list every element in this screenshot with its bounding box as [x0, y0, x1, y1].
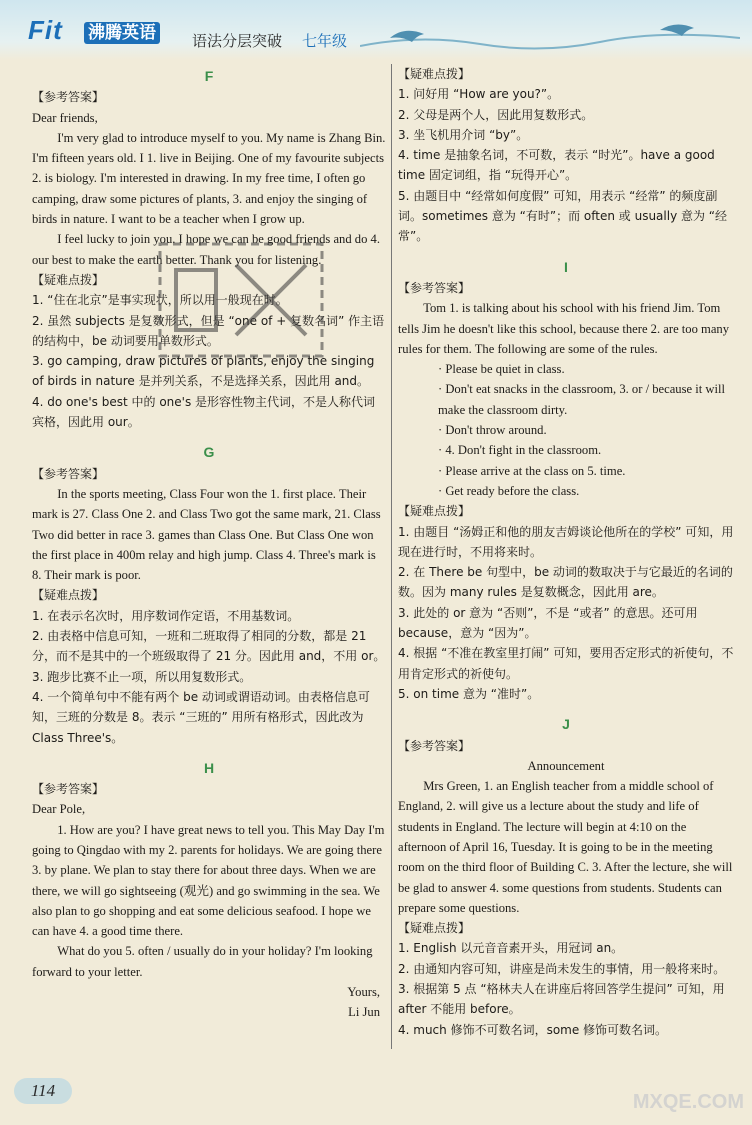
point-item: 1. 问好用 “How are you?”。	[398, 87, 560, 102]
dolphin-wave-icon	[360, 16, 740, 56]
series-title: 语法分层突破	[192, 32, 283, 50]
right-column	[398, 64, 734, 1040]
answer-tag: 【参考答案】	[398, 738, 471, 753]
answer-tag: 【参考答案】	[398, 280, 471, 295]
point-item: 4. do one's best 中的 one's 是形容性物主代词，不是人称代词宾格，因此用 our。	[32, 394, 376, 430]
point-item: 1. 在表示名次时，用序数词作定语，不用基数词。	[32, 608, 300, 623]
letter-paragraph: 1. How are you? I have great news to tell you. This May Day I'm going to Qingdao with my 2. parents for holidays. We are going there 3. by plane. We plan to stay there for about three days. When we are there, we will go sightseeing (观光) and go swimming in the sea. We also plan to go shopping and eat some delicious seafood. I hope we can have 4. a good time there.	[32, 822, 385, 939]
point-item: 2. 父母是两个人，因此用复数形式。	[398, 107, 594, 122]
page-header	[0, 0, 752, 60]
letter-paragraph: What do you 5. often / usually do in your holiday? I'm looking forward to your letter.	[32, 944, 373, 979]
point-item: 4. time 是抽象名词，不可数，表示 “时光”。have a good time 固定词组，指 “玩得开心”。	[398, 148, 715, 183]
section-heading-h: H	[203, 759, 215, 776]
answer-paragraph: Tom 1. is talking about his school with his friend Jim. Tom tells Jim he doesn't like this school, because there 2. are too many rules for them. The following are some of the rules.	[398, 301, 730, 356]
point-item: 5. 由题目中 “经常如何度假” 可知，用表示 “经常” 的频度副词。sometimes 意为 “有时”；而 often 或 usually 意为 “经常”。	[398, 188, 728, 244]
point-item: 3. 根据第 5 点 “格林夫人在讲座后将回答学生提问” 可知，用 after 不能用 before。	[398, 982, 725, 1017]
points-tag: 【疑难点拨】	[398, 504, 471, 519]
section-heading-j: J	[562, 716, 570, 733]
letter-salutation: Dear Pole,	[32, 802, 86, 817]
left-column	[32, 64, 386, 1023]
points-tag: 【疑难点拨】	[32, 272, 105, 287]
point-item: 2. 在 There be 句型中，be 动词的数取决于与它最近的名词的数。因为 many rules 是复数概念，因此用 are。	[398, 565, 733, 600]
page-number: 114	[14, 1078, 72, 1104]
section-heading-g: G	[203, 444, 215, 461]
point-item: 4. much 修饰不可数名词，some 修饰可数名词。	[398, 1022, 668, 1037]
section-heading-f: F	[204, 68, 214, 84]
section-heading-i: I	[564, 258, 568, 275]
answer-tag: 【参考答案】	[32, 90, 105, 105]
point-item: 3. 跑步比赛不止一项，所以用复数形式。	[32, 669, 252, 684]
point-item: 3. go camping, draw pictures of plants, enjoy the singing of birds in nature 是并列关系，不是选择关系，因此用 and。	[32, 354, 375, 389]
column-divider	[391, 64, 392, 1049]
points-tag: 【疑难点拨】	[32, 588, 105, 603]
points-tag: 【疑难点拨】	[398, 921, 471, 936]
point-item: 4. 根据 “不准在教室里打闹” 可知，要用否定形式的祈使句，不用肯定形式的祈使句。	[398, 646, 734, 681]
rule-item: · Please be quiet in class.	[438, 362, 565, 377]
point-item: 1. “住在北京”是事实现状，所以用一般现在时。	[32, 293, 288, 308]
grade-label: 七年级	[302, 32, 348, 50]
letter-paragraph: I feel lucky to join you. I hope we can be good friends and do 4. our best to make the earth better. Thank you for listening.	[32, 232, 380, 267]
point-item: 2. 虽然 subjects 是复数形式，但是 “one of + 复数名词” 作主语的结构中，be 动词要用单数形式。	[32, 313, 385, 348]
seal-stamp-icon	[156, 240, 326, 360]
answer-tag: 【参考答案】	[32, 466, 105, 481]
points-tag: 【疑难点拨】	[398, 67, 471, 81]
brand-name: 沸腾英语	[84, 22, 160, 44]
announcement-body: Mrs Green, 1. an English teacher from a middle school of England, 2. will give us a lecture about the study and life of students in England. The lecture will begin at 4:10 on the afternoon of April 16, Tuesday. It is going to be in the meeting room on the third floor of Building C. 3. After the lecture, she will be glad to answer 4. some questions from students. Students can prepare some questions.	[398, 779, 733, 915]
point-item: 2. 由通知内容可知，讲座是尚未发生的事情，用一般将来时。	[398, 961, 726, 976]
point-item: 5. on time 意为 “准时”。	[398, 686, 540, 701]
rule-item: · Don't throw around.	[438, 423, 547, 438]
watermark: MXQE.COM	[632, 1091, 744, 1113]
rule-item: · 4. Don't fight in the classroom.	[438, 443, 602, 458]
rule-item: · Get ready before the class.	[438, 483, 580, 498]
letter-salutation: Dear friends,	[32, 110, 98, 125]
point-item: 3. 坐飞机用介词 “by”。	[398, 127, 529, 142]
letter-paragraph: I'm very glad to introduce myself to you. My name is Zhang Bin. I'm fifteen years old. I 1. live in Beijing. One of my favourite subjects 2. is biology. I'm interested in drawing. In my free time, I often go camping, draw some pictures of plants, 3. and enjoy the singing of birds in nature. I want to be a teacher when I grow up.	[32, 130, 386, 227]
point-item: 4. 一个简单句中不能有两个 be 动词或谓语动词。由表格信息可知，三班的分数是 8。表示 “三班的” 用所有格形式，因此改为 Class Three's。	[32, 689, 370, 745]
brand-logo: Fit	[28, 15, 63, 45]
letter-closing: Yours,	[347, 985, 380, 1000]
point-item: 3. 此处的 or 意为 “否则”，不是 “或者” 的意思。还可用 because，意为 “因为”。	[398, 605, 698, 641]
rule-item: · Don't eat snacks in the classroom, 3. or / because it will make the classroom dirty.	[438, 382, 725, 417]
point-item: 1. 由题目 “汤姆正和他的朋友吉姆谈论他所在的学校” 可知，用现在进行时，不用将来时。	[398, 524, 734, 559]
point-item: 1. English 以元音音素开头，用冠词 an。	[398, 941, 624, 956]
rule-item: · Please arrive at the class on 5. time.	[438, 463, 626, 478]
answer-tag: 【参考答案】	[32, 782, 105, 797]
point-item: 2. 由表格中信息可知，一班和二班取得了相同的分数，都是 21 分，而不是其中的一个班级取得了 21 分。因此用 and，不用 or。	[32, 629, 386, 664]
letter-signature: Li Jun	[348, 1005, 380, 1020]
announcement-title: Announcement	[527, 758, 605, 773]
answer-paragraph: In the sports meeting, Class Four won the 1. first place. Their mark is 27. Class One 2. and Class Two got the same mark, 21. Class Two did better in race 3. games than Class One. But Class One won the first place in 400m relay and high jump. Class 4. Three's mark is 8. Their mark is poor.	[32, 486, 381, 583]
